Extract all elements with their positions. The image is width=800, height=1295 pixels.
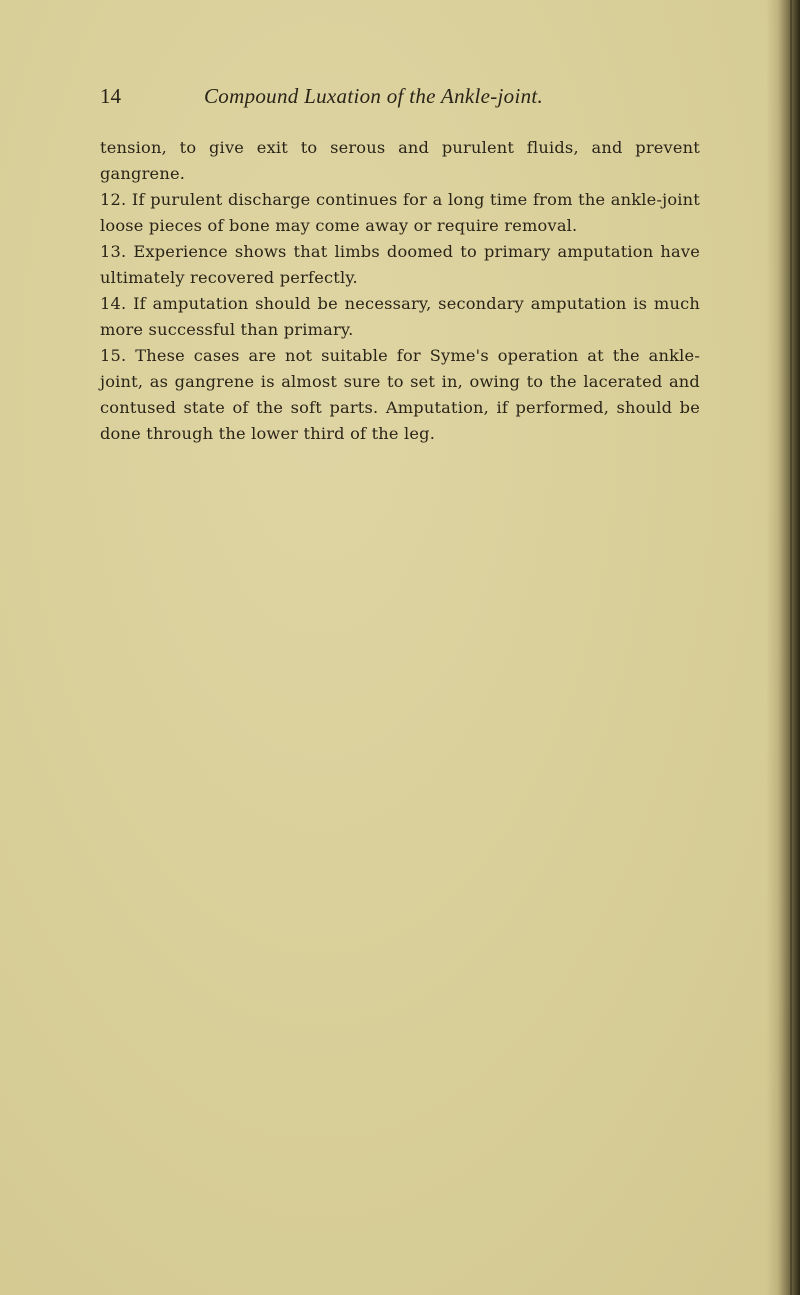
paragraph-continuation: tension, to give exit to serous and purulent fluids, and prevent gangrene. — [100, 138, 700, 183]
paragraph-item-12: 12. If purulent discharge continues for a long time from the ankle-joint loose pieces of bone may come away or require removal. — [100, 190, 700, 235]
body-text — [100, 135, 700, 447]
page-edge-shadow — [766, 0, 800, 1295]
paragraph-item-13: 13. Experience shows that limbs doomed to primary amputation have ultimately recovered perfectly. — [100, 242, 700, 287]
running-header — [100, 84, 720, 116]
page-number: 14 — [100, 84, 121, 108]
paragraph-item-14: 14. If amputation should be necessary, secondary amputation is much more successful than primary. — [100, 294, 700, 339]
paragraph-item-15: 15. These cases are not suitable for Syme's operation at the ankle-joint, as gangrene is almost sure to set in, owing to the lacerated and contused state of the soft parts. Amputation, if performed, should be done through the lower third of the leg. — [100, 346, 700, 443]
running-title: Compound Luxation of the Ankle-joint. — [204, 84, 544, 108]
page-edge-line — [790, 0, 792, 1295]
